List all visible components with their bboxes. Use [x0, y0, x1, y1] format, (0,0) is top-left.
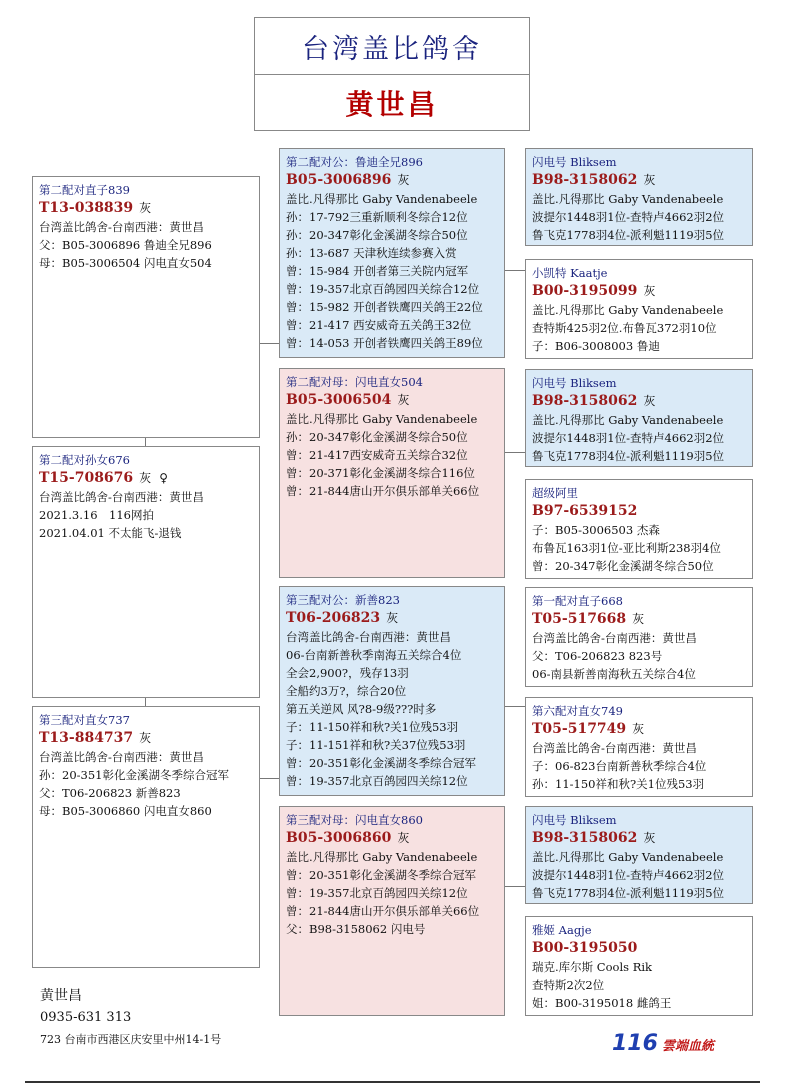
- card-line: 查特斯425羽2位.布鲁瓦372羽10位: [532, 321, 717, 335]
- card-title: 小凯特 Kaatje: [532, 266, 608, 280]
- pigeon-card-gen1-0: [32, 176, 260, 438]
- card-line: 曾：15-984 开创者第三关院内冠军: [286, 264, 469, 278]
- card-line: 盖比.凡得那比 Gaby Vandenabeele: [532, 413, 724, 427]
- pigeon-card-gen2-2: [279, 586, 505, 796]
- card-title: 第一配对直子668: [532, 594, 623, 608]
- ring-number: T05-517749 灰: [532, 721, 645, 737]
- card-line: 06-台南新善秋季南海五关综合4位: [286, 648, 462, 662]
- card-line: 子：06-823台南新善秋季综合4位: [532, 759, 707, 773]
- pigeon-card-gen3-2: [525, 369, 753, 467]
- ring-number: B97-6539152: [532, 503, 638, 519]
- contact-address: 723 台南市西港区庆安里中州14-1号: [40, 1033, 222, 1046]
- card-line: 波提尔1448羽1位-查特卢4662羽2位: [532, 210, 725, 224]
- card-line: 瑞克.库尔斯 Cools Rik: [532, 960, 652, 974]
- contact-phone: 0935-631 313: [40, 1010, 132, 1025]
- card-title: 第二配对直子839: [39, 183, 130, 197]
- card-line: 姐：B00-3195018 雌鸽王: [532, 996, 672, 1010]
- pigeon-card-gen3-7: [525, 916, 753, 1016]
- connector: [505, 270, 525, 271]
- card-line: 孙：17-792三重新顺利冬综合12位: [286, 210, 468, 224]
- card-line: 子：B06-3008003 鲁迪: [532, 339, 660, 353]
- card-line: 母：B05-3006860 闪电直女860: [39, 804, 212, 818]
- card-line: 曾：19-357北京百鸽园四关综12位: [286, 774, 468, 788]
- ring-number: T15-708676 灰 ♀: [39, 470, 168, 486]
- owner-contact: [40, 985, 280, 1051]
- ring-number: T13-884737 灰: [39, 730, 152, 746]
- ring-number: B05-3006504 灰: [286, 392, 410, 408]
- card-line: 台湾盖比鸽舍-台南西港：黄世昌: [39, 220, 204, 234]
- pigeon-card-gen3-4: [525, 587, 753, 687]
- card-line: 2021.3.16 116网拍: [39, 508, 154, 522]
- card-title: 闪电号 Bliksem: [532, 376, 617, 390]
- ring-number: B05-3006860 灰: [286, 830, 410, 846]
- card-title: 闪电号 Bliksem: [532, 155, 617, 169]
- ring-number: T13-038839 灰: [39, 200, 152, 216]
- contact-name: 黄世昌: [40, 988, 82, 1004]
- card-line: 2021.04.01 不太能飞-退钱: [39, 526, 182, 540]
- card-line: 鲁飞克1778羽4位-派利魁1119羽5位: [532, 886, 725, 900]
- card-line: 曾：21-417 西安威奇五关鸽王32位: [286, 318, 472, 332]
- pigeon-card-gen2-3: [279, 806, 505, 1016]
- card-line: 子：11-150祥和秋?关1位残53羽: [286, 720, 459, 734]
- card-title: 第三配对母：闪电直女860: [286, 813, 423, 827]
- card-line: 曾：19-357北京百鸽园四关综合12位: [286, 282, 480, 296]
- logo-number: 116: [612, 1031, 658, 1056]
- card-title: 闪电号 Bliksem: [532, 813, 617, 827]
- card-title: 超级阿里: [532, 486, 578, 500]
- card-line: 曾：19-357北京百鸽园四关综12位: [286, 886, 468, 900]
- card-line: 曾：21-844唐山开尔俱乐部单关66位: [286, 484, 480, 498]
- connector: [260, 778, 279, 779]
- card-line: 台湾盖比鸽舍-台南西港：黄世昌: [39, 490, 204, 504]
- ring-number: B05-3006896 灰: [286, 172, 410, 188]
- loft-name: 台湾盖比鸽舍: [255, 18, 529, 75]
- card-line: 父：T06-206823 新善823: [39, 786, 181, 800]
- ring-number: T05-517668 灰: [532, 611, 645, 627]
- card-title: 第二配对母：闪电直女504: [286, 375, 423, 389]
- ring-number: B00-3195099 灰: [532, 283, 656, 299]
- pigeon-card-gen3-5: [525, 697, 753, 797]
- card-line: 曾：15-982 开创者铁鹰四关鸽王22位: [286, 300, 483, 314]
- pigeon-card-gen3-0: [525, 148, 753, 246]
- pigeon-card-gen1-2: [32, 706, 260, 968]
- pigeon-card-gen3-6: [525, 806, 753, 904]
- card-title: 第二配对公：鲁迪全兄896: [286, 155, 423, 169]
- pigeon-card-gen2-1: [279, 368, 505, 578]
- owner-name-title: 黄世昌: [345, 88, 439, 121]
- ring-number: T06-206823 灰: [286, 610, 399, 626]
- card-title: 第三配对直女737: [39, 713, 130, 727]
- card-line: 曾：14-053 开创者铁鹰四关鸽王89位: [286, 336, 483, 350]
- card-title: 第二配对孙女676: [39, 453, 130, 467]
- card-line: 台湾盖比鸽舍-台南西港：黄世昌: [39, 750, 204, 764]
- card-line: 盖比.凡得那比 Gaby Vandenabeele: [532, 850, 724, 864]
- pigeon-card-gen1-1: [32, 446, 260, 698]
- card-line: 波提尔1448羽1位-查特卢4662羽2位: [532, 431, 725, 445]
- card-line: 查特斯2次2位: [532, 978, 605, 992]
- card-title: 雅姬 Aagje: [532, 923, 592, 937]
- card-line: 父：B05-3006896 鲁迪全兄896: [39, 238, 212, 252]
- connector: [260, 343, 279, 344]
- card-line: 子：11-151祥和秋?关37位残53羽: [286, 738, 466, 752]
- card-line: 曾：21-417西安威奇五关综合32位: [286, 448, 468, 462]
- card-line: 盖比.凡得那比 Gaby Vandenabeele: [532, 303, 724, 317]
- card-line: 盖比.凡得那比 Gaby Vandenabeele: [286, 412, 478, 426]
- card-line: 台湾盖比鸽舍-台南西港：黄世昌: [286, 630, 451, 644]
- card-line: 盖比.凡得那比 Gaby Vandenabeele: [532, 192, 724, 206]
- card-line: 布鲁瓦163羽1位-亚比利斯238羽4位: [532, 541, 721, 555]
- card-line: 孙：20-347彰化金溪湖冬综合50位: [286, 228, 468, 242]
- card-line: 鲁飞克1778羽4位-派利魁1119羽5位: [532, 449, 725, 463]
- card-line: 全船约3万?，综合20位: [286, 684, 407, 698]
- card-line: 第五关逆风 风?8-9级???时多: [286, 702, 437, 716]
- card-line: 孙：13-687 天津秋连续参赛入赏: [286, 246, 457, 260]
- card-title: 第六配对直女749: [532, 704, 623, 718]
- card-line: 母：B05-3006504 闪电直女504: [39, 256, 212, 270]
- card-line: 台湾盖比鸽舍-台南西港：黄世昌: [532, 741, 697, 755]
- bottom-divider: [25, 1081, 760, 1083]
- card-line: 全会2,900?，残存13羽: [286, 666, 409, 680]
- card-line: 台湾盖比鸽舍-台南西港：黄世昌: [532, 631, 697, 645]
- card-line: 父：B98-3158062 闪电号: [286, 922, 426, 936]
- ring-number: B98-3158062 灰: [532, 172, 656, 188]
- card-line: 曾：20-371彰化金溪湖冬综合116位: [286, 466, 475, 480]
- card-title: 第三配对公：新善823: [286, 593, 400, 607]
- card-line: 父：T06-206823 823号: [532, 649, 663, 663]
- logo-text: 雲端血統: [661, 1039, 714, 1054]
- card-line: 曾：20-351彰化金溪湖冬季综合冠军: [286, 756, 476, 770]
- header-box: [254, 17, 530, 131]
- card-line: 06-南县新善南海秋五关综合4位: [532, 667, 696, 681]
- card-line: 子：B05-3006503 杰森: [532, 523, 660, 537]
- connector: [505, 452, 525, 453]
- card-line: 曾：21-844唐山开尔俱乐部单关66位: [286, 904, 480, 918]
- connector: [505, 886, 525, 887]
- pigeon-card-gen3-3: [525, 479, 753, 579]
- pigeon-card-gen2-0: [279, 148, 505, 358]
- connector: [505, 706, 525, 707]
- card-line: 盖比.凡得那比 Gaby Vandenabeele: [286, 192, 478, 206]
- brand-logo: [612, 1031, 732, 1055]
- ring-number: B98-3158062 灰: [532, 830, 656, 846]
- ring-number: B98-3158062 灰: [532, 393, 656, 409]
- card-line: 盖比.凡得那比 Gaby Vandenabeele: [286, 850, 478, 864]
- female-symbol: ♀: [159, 471, 168, 485]
- ring-number: B00-3195050: [532, 940, 638, 956]
- card-line: 鲁飞克1778羽4位-派利魁1119羽5位: [532, 228, 725, 242]
- card-line: 波提尔1448羽1位-查特卢4662羽2位: [532, 868, 725, 882]
- card-line: 孙：20-347彰化金溪湖冬综合50位: [286, 430, 468, 444]
- card-line: 孙：20-351彰化金溪湖冬季综合冠军: [39, 768, 229, 782]
- card-line: 曾：20-351彰化金溪湖冬季综合冠军: [286, 868, 476, 882]
- card-line: 孙：11-150祥和秋?关1位残53羽: [532, 777, 705, 791]
- pigeon-card-gen3-1: [525, 259, 753, 359]
- card-line: 曾：20-347彰化金溪湖冬综合50位: [532, 559, 714, 573]
